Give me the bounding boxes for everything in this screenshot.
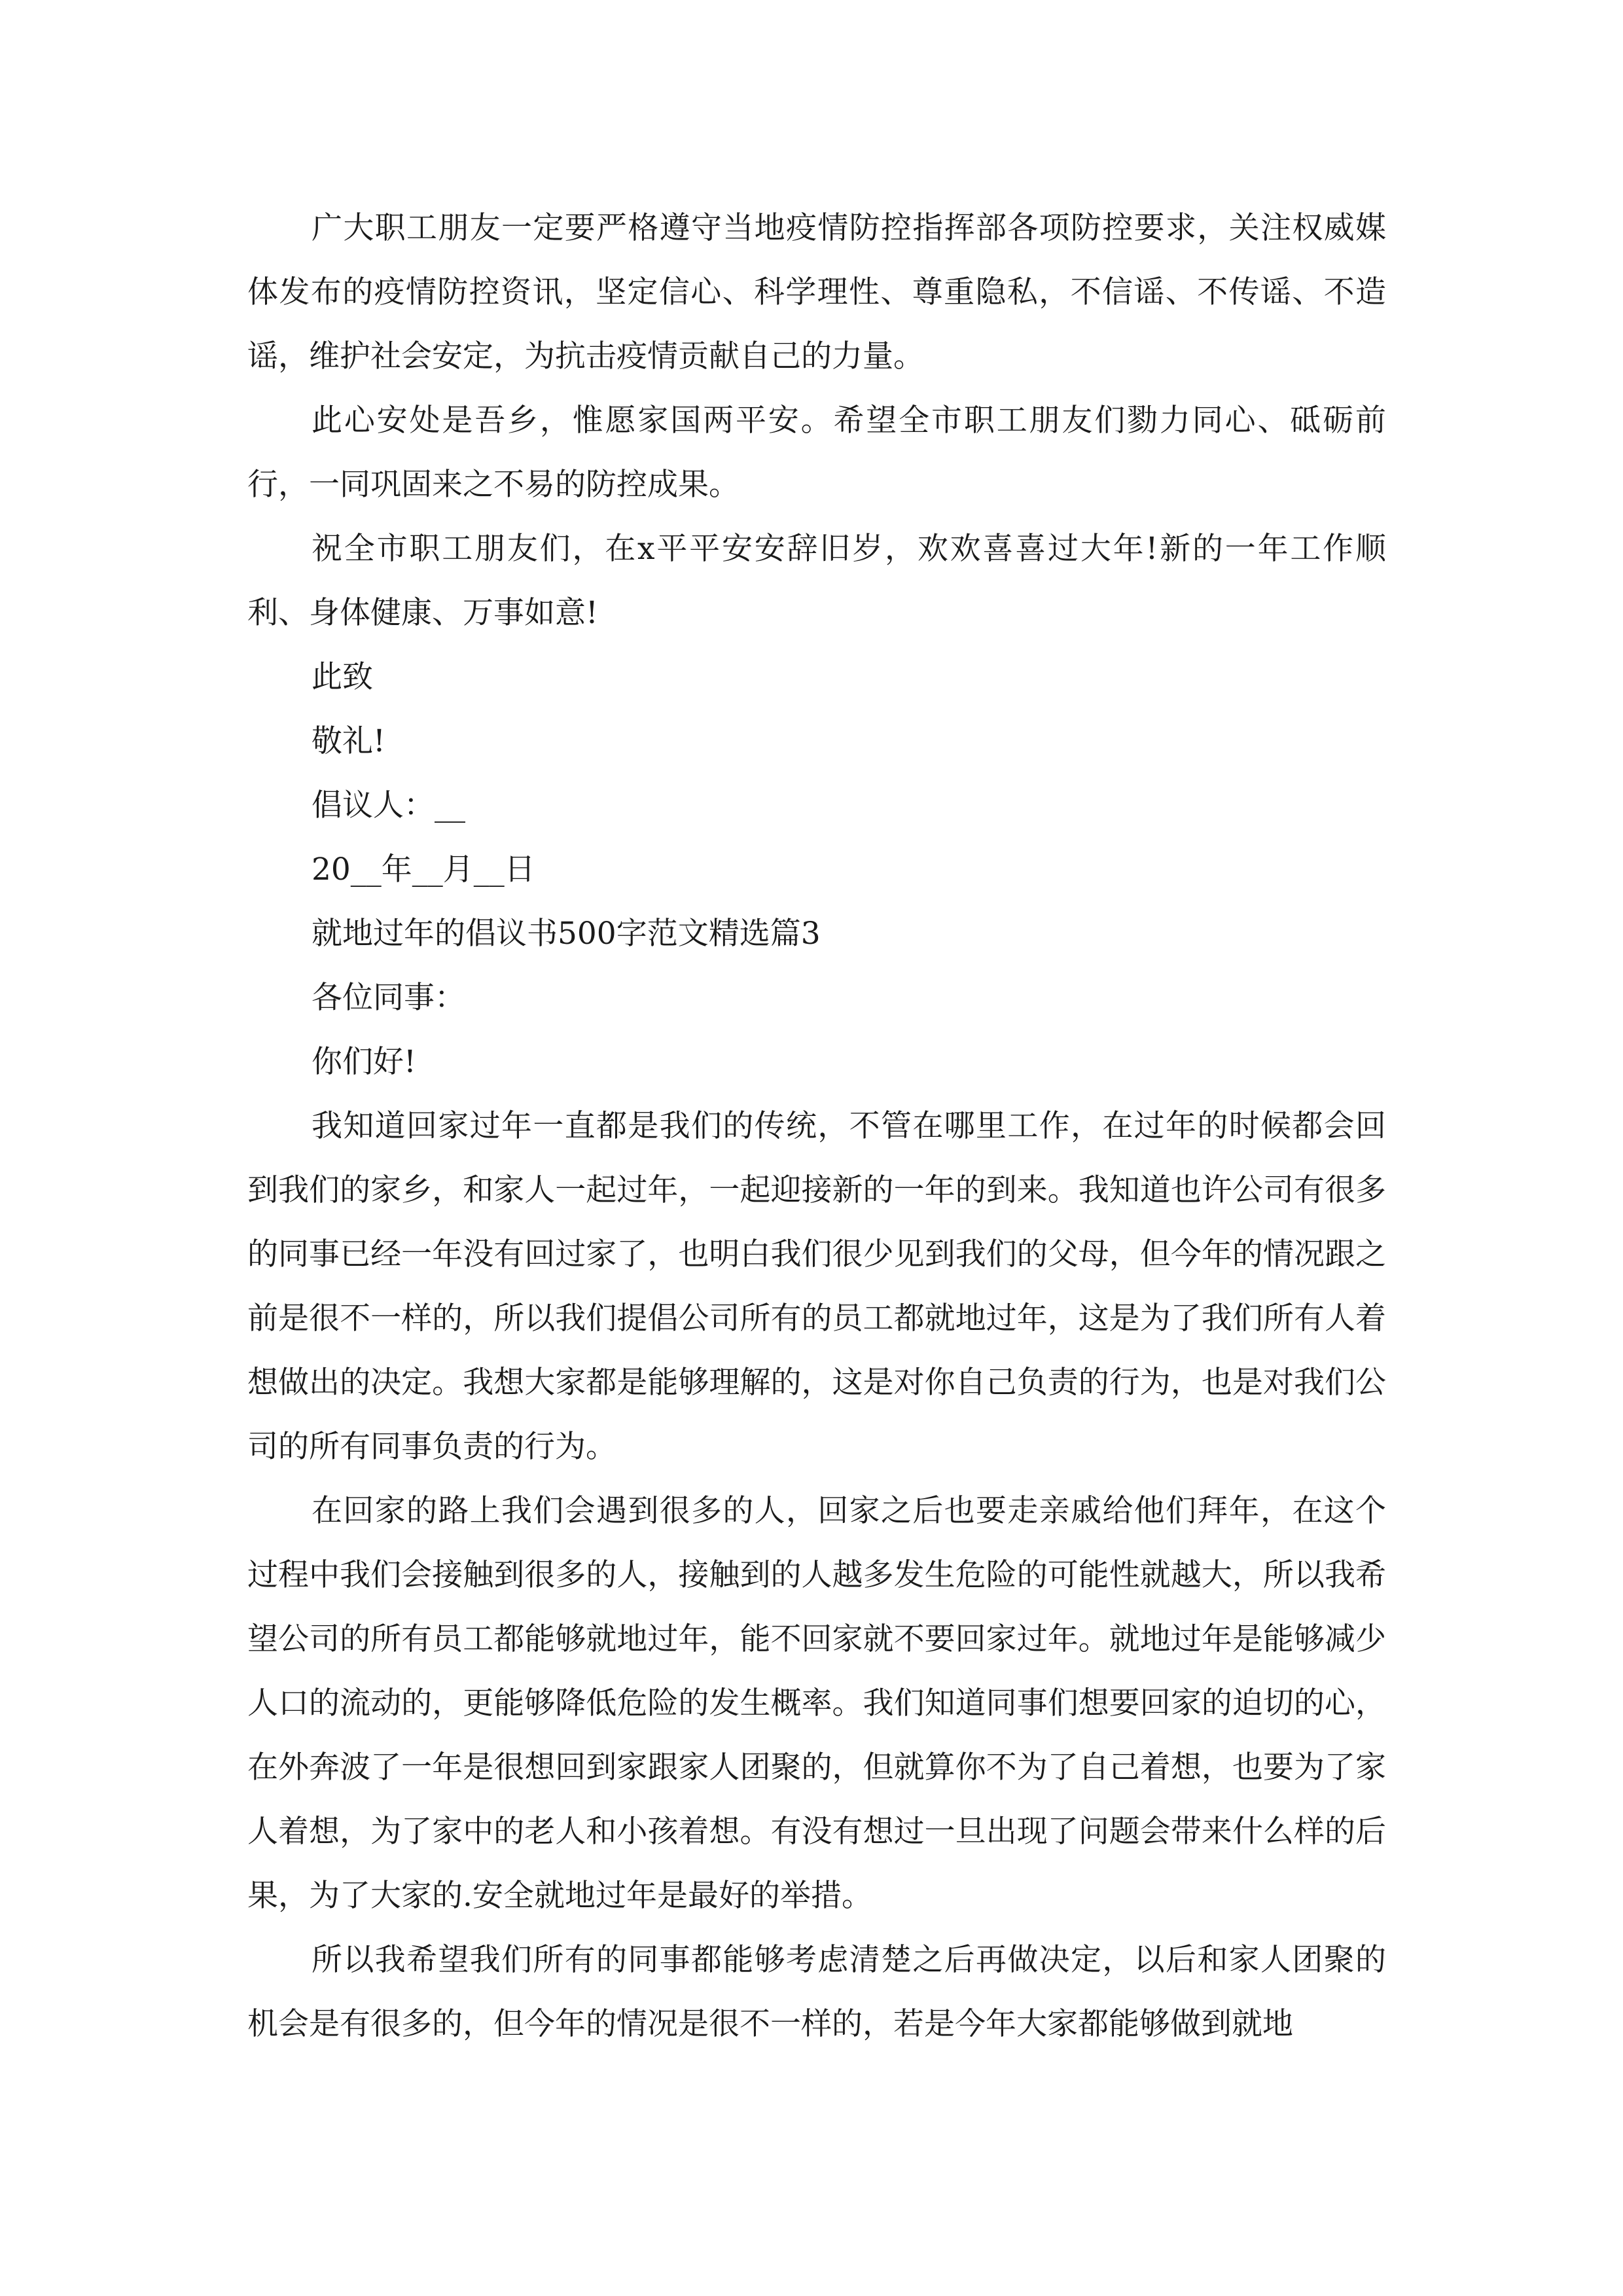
date-line: 20__年__月__日 [312, 852, 535, 888]
section-title: 就地过年的倡议书500字范文精选篇3 [312, 916, 821, 952]
greeting-to: 各位同事： [312, 980, 465, 1016]
paragraph-1: 广大职工朋友一定要严格遵守当地疫情防控指挥部各项防控要求，关注权威媒体发布的疫情防控资讯，坚定信心、科学理性、尊重隐私，不信谣、不传谣、不造谣，维护社会安定，为抗击疫情贡献自己的力量。 [247, 210, 1386, 374]
salute-line: 敬礼! [312, 723, 385, 759]
paragraph-4: 我知道回家过年一直都是我们的传统，不管在哪里工作，在过年的时候都会回到我们的家乡，和家人一起过年，一起迎接新的一年的到来。我知道也许公司有很多的同事已经一年没有回过家了，也明白我们很少见到我们的父母，但今年的情况跟之前是很不一样的，所以我们提倡公司所有的员工都就地过年，这是为了我们所有人着想做出的决定。我想大家都是能够理解的，这是对你自己负责的行为，也是对我们公司的所有同事负责的行为。 [247, 1108, 1386, 1465]
paragraph-6: 所以我希望我们所有的同事都能够考虑清楚之后再做决定，以后和家人团聚的机会是有很多的，但今年的情况是很不一样的，若是今年大家都能够做到就地 [247, 1942, 1386, 2042]
greeting: 你们好! [312, 1044, 416, 1080]
document-page [247, 196, 1386, 2056]
paragraph-3: 祝全市职工朋友们，在x平平安安辞旧岁，欢欢喜喜过大年!新的一年工作顺利、身体健康、万事如意! [247, 531, 1386, 631]
paragraph-2: 此心安处是吾乡，惟愿家国两平安。希望全市职工朋友们勠力同心、砥砺前行，一同巩固来之不易的防控成果。 [247, 403, 1386, 503]
closing-line: 此致 [312, 659, 373, 695]
signer-line: 倡议人：__ [312, 787, 465, 823]
paragraph-5: 在回家的路上我们会遇到很多的人，回家之后也要走亲戚给他们拜年，在这个过程中我们会接触到很多的人，接触到的人越多发生危险的可能性就越大，所以我希望公司的所有员工都能够就地过年，能不回家就不要回家过年。就地过年是能够减少人口的流动的，更能够降低危险的发生概率。我们知道同事们想要回家的迫切的心，在外奔波了一年是很想回到家跟家人团聚的，但就算你不为了自己着想，也要为了家人着想，为了家中的老人和小孩着想。有没有想过一旦出现了问题会带来什么样的后果，为了大家的.安全就地过年是最好的举措。 [247, 1493, 1386, 1914]
